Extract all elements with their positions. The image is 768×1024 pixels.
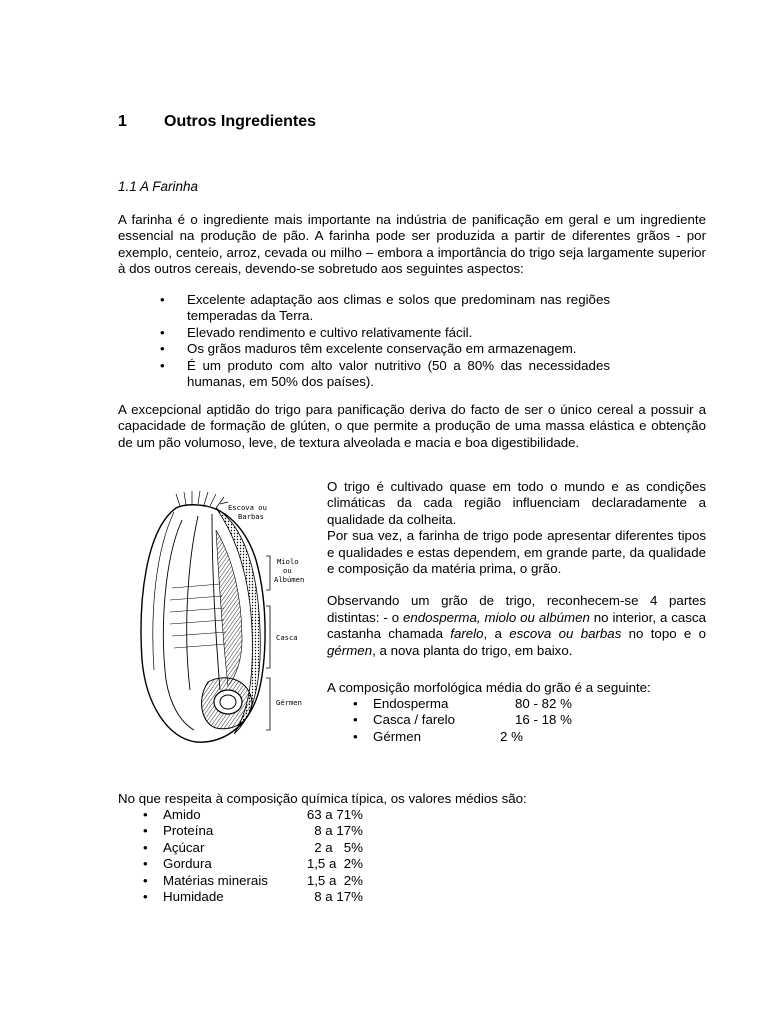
text-run: no topo e o: [621, 626, 706, 642]
item-value: 1,5 a 2%: [306, 856, 363, 872]
item-name: Casca / farelo: [373, 712, 456, 728]
subsection-heading: 1.1 A Farinha: [118, 179, 199, 194]
types-paragraph: Por sua vez, a farinha de trigo pode apresentar diferentes tipos e qualidades e estas dependem, em grande parte, da qualidade e composição da matéria prima, o grão.: [327, 528, 706, 577]
bullet: •: [353, 696, 358, 711]
figure-label-germ: Gérmen: [276, 698, 302, 707]
morphological-intro: A composição morfológica média do grão é a seguinte:: [327, 680, 651, 695]
list-item: [353, 712, 572, 728]
list-item: [353, 696, 572, 712]
italic-run: endosperma, miolo ou albúmen: [402, 609, 590, 625]
list-item: • Elevado rendimento e cultivo relativamente fácil.: [160, 325, 610, 341]
bullet: •: [143, 839, 148, 855]
italic-run: gérmen: [327, 642, 373, 658]
bullet: •: [143, 823, 148, 839]
item-name: Gordura: [163, 856, 212, 872]
item-value: 2 a 5%: [314, 839, 363, 855]
list-item: [143, 873, 363, 889]
aspects-list: [160, 292, 610, 390]
item-name: Endosperma: [373, 696, 449, 711]
bullet: •: [143, 872, 148, 888]
wheat-grain-diagram: [116, 490, 314, 746]
bullet: •: [143, 889, 148, 905]
item-value: 1,5 a 2%: [306, 872, 363, 888]
section-number: 1: [118, 113, 127, 130]
list-item: • É um produto com alto valor nutritivo (50 a 80% das necessidades humanas, em 50% dos países).: [160, 358, 610, 391]
item-value: 16 - 18 %: [515, 712, 572, 728]
item-name: Humidade: [163, 889, 224, 905]
figure-label-husk: Casca: [276, 633, 298, 642]
list-item: [143, 807, 363, 823]
list-item: [143, 823, 363, 839]
list-item: [143, 840, 363, 856]
italic-run: farelo: [450, 626, 484, 642]
morphological-list: [353, 696, 572, 745]
list-item: • Os grãos maduros têm excelente conservação em armazenagem.: [160, 341, 610, 357]
item-name: Açúcar: [163, 839, 205, 855]
bullet: •: [143, 807, 148, 822]
text-run: Observando um grão de trigo, reconhecem-se 4 partes distintas: - o: [327, 593, 706, 625]
cultivation-paragraph: O trigo é cultivado quase em todo o mundo e as condições climáticas da cada região influenciam declaradamente a qualidade da colheita.: [327, 479, 706, 527]
item-name: Matérias minerais: [163, 872, 268, 888]
item-value: 2 %: [500, 728, 523, 744]
item-value: 8 a 17%: [314, 889, 363, 905]
figure-label-brush: Escova ou: [228, 503, 267, 512]
item-name: Gérmen: [373, 728, 422, 744]
item-value: 8 a 17%: [314, 823, 363, 839]
item-name: Proteína: [163, 823, 214, 839]
text-run: , a nova planta do trigo, em baixo.: [372, 642, 573, 658]
figure-label-core: Miolo: [277, 557, 299, 566]
text-run: , a: [483, 626, 510, 642]
italic-run: escova ou barbas: [509, 626, 622, 642]
bullet: •: [353, 728, 358, 744]
list-item: [353, 729, 572, 745]
item-name: Amido: [163, 807, 201, 822]
list-item: [143, 856, 363, 872]
bullet: •: [353, 712, 358, 728]
section-heading: [118, 113, 316, 131]
figure-label-brush-2: Barbas: [238, 512, 264, 521]
list-item: • Excelente adaptação aos climas e solos que predominam nas regiões temperadas da Terra.: [160, 292, 610, 325]
bullet: •: [143, 856, 148, 872]
figure-label-core-3: Albúmen: [274, 575, 305, 584]
item-value: 63 a 71%: [306, 807, 363, 822]
intro-paragraph: A farinha é o ingrediente mais importante na indústria de panificação em geral e um ingrediente essencial na produção de pão. A farinha pode ser produzida a partir de diferentes grãos - por exemplo, centeio, arroz, cevada ou milho – embora a importância do trigo seja largamente superior à dos outros cereais, devendo-se sobretudo aos seguintes aspectos:: [118, 212, 706, 277]
text-run: no interior, a casca castanha chamada: [327, 609, 706, 642]
chemical-list: [143, 807, 363, 905]
item-value: 80 - 82 %: [515, 696, 572, 711]
chemical-intro: No que respeita à composição química típica, os valores médios são:: [118, 791, 527, 806]
grain-parts-paragraph: [327, 593, 706, 659]
list-item: [143, 889, 363, 905]
aptitude-paragraph: A excepcional aptidão do trigo para panificação deriva do facto de ser o único cereal a possuir a capacidade de formação de glúten, o que permite a produção de uma massa elástica e obtenção de um pão volumoso, leve, de textura alveolada e macia e boa digestibilidade.: [118, 402, 706, 450]
figure-label-core-2: ou: [283, 566, 292, 575]
section-title: Outros Ingredientes: [164, 113, 317, 130]
right-column: [327, 479, 706, 659]
